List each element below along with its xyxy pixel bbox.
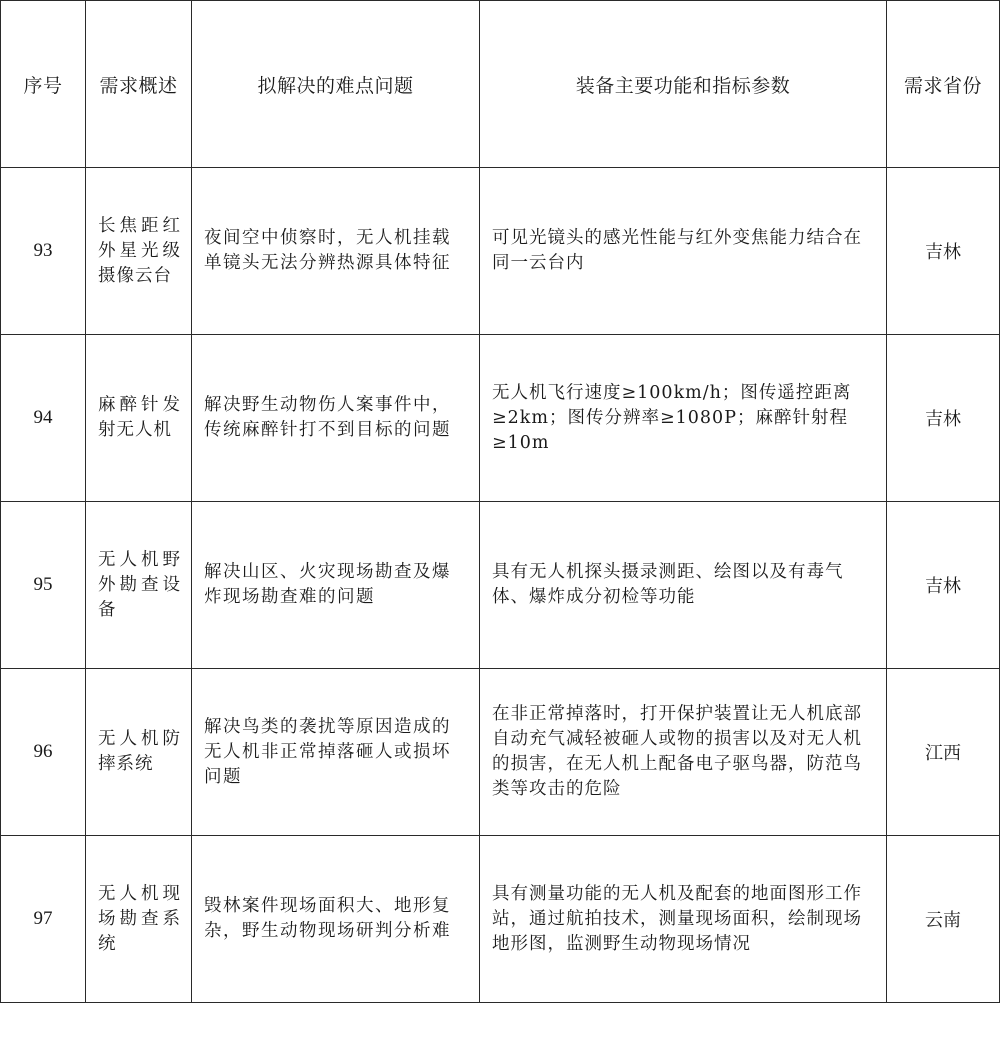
row-number: 94 xyxy=(1,335,86,502)
table-row xyxy=(1,168,1000,335)
row-province: 吉林 xyxy=(887,502,1000,669)
header-problem: 拟解决的难点问题 xyxy=(192,1,480,168)
row-problem: 毁林案件现场面积大、地形复杂，野生动物现场研判分析难 xyxy=(192,836,480,1003)
row-province: 云南 xyxy=(887,836,1000,1003)
row-summary: 无人机现场勘查系统 xyxy=(86,836,192,1003)
row-problem: 解决野生动物伤人案事件中，传统麻醉针打不到目标的问题 xyxy=(192,335,480,502)
row-spec: 无人机飞行速度≥100km/h；图传遥控距离≥2km；图传分辨率≥1080P；麻醉针射程≥10m xyxy=(480,335,887,502)
row-spec: 具有无人机探头摄录测距、绘图以及有毒气体、爆炸成分初检等功能 xyxy=(480,502,887,669)
row-summary: 无人机防摔系统 xyxy=(86,669,192,836)
header-spec: 装备主要功能和指标参数 xyxy=(480,1,887,168)
table-row xyxy=(1,836,1000,1003)
row-province: 吉林 xyxy=(887,335,1000,502)
row-spec: 具有测量功能的无人机及配套的地面图形工作站，通过航拍技术，测量现场面积，绘制现场地形图，监测野生动物现场情况 xyxy=(480,836,887,1003)
table-body xyxy=(1,168,1000,1003)
table-header xyxy=(1,1,1000,168)
table-row xyxy=(1,669,1000,836)
row-summary: 麻醉针发射无人机 xyxy=(86,335,192,502)
row-spec: 可见光镜头的感光性能与红外变焦能力结合在同一云台内 xyxy=(480,168,887,335)
table-row xyxy=(1,335,1000,502)
table-row xyxy=(1,502,1000,669)
header-summary: 需求概述 xyxy=(86,1,192,168)
row-number: 93 xyxy=(1,168,86,335)
header-province: 需求省份 xyxy=(887,1,1000,168)
row-number: 95 xyxy=(1,502,86,669)
row-spec: 在非正常掉落时，打开保护装置让无人机底部自动充气减轻被砸人或物的损害以及对无人机的损害，在无人机上配备电子驱鸟器，防范鸟类等攻击的危险 xyxy=(480,669,887,836)
row-province: 江西 xyxy=(887,669,1000,836)
row-summary: 长焦距红外星光级摄像云台 xyxy=(86,168,192,335)
row-province: 吉林 xyxy=(887,168,1000,335)
row-summary: 无人机野外勘查设备 xyxy=(86,502,192,669)
row-problem: 解决鸟类的袭扰等原因造成的无人机非正常掉落砸人或损坏问题 xyxy=(192,669,480,836)
header-no: 序号 xyxy=(1,1,86,168)
row-problem: 解决山区、火灾现场勘查及爆炸现场勘查难的问题 xyxy=(192,502,480,669)
row-number: 96 xyxy=(1,669,86,836)
row-number: 97 xyxy=(1,836,86,1003)
row-problem: 夜间空中侦察时，无人机挂载单镜头无法分辨热源具体特征 xyxy=(192,168,480,335)
header-row xyxy=(1,1,1000,168)
